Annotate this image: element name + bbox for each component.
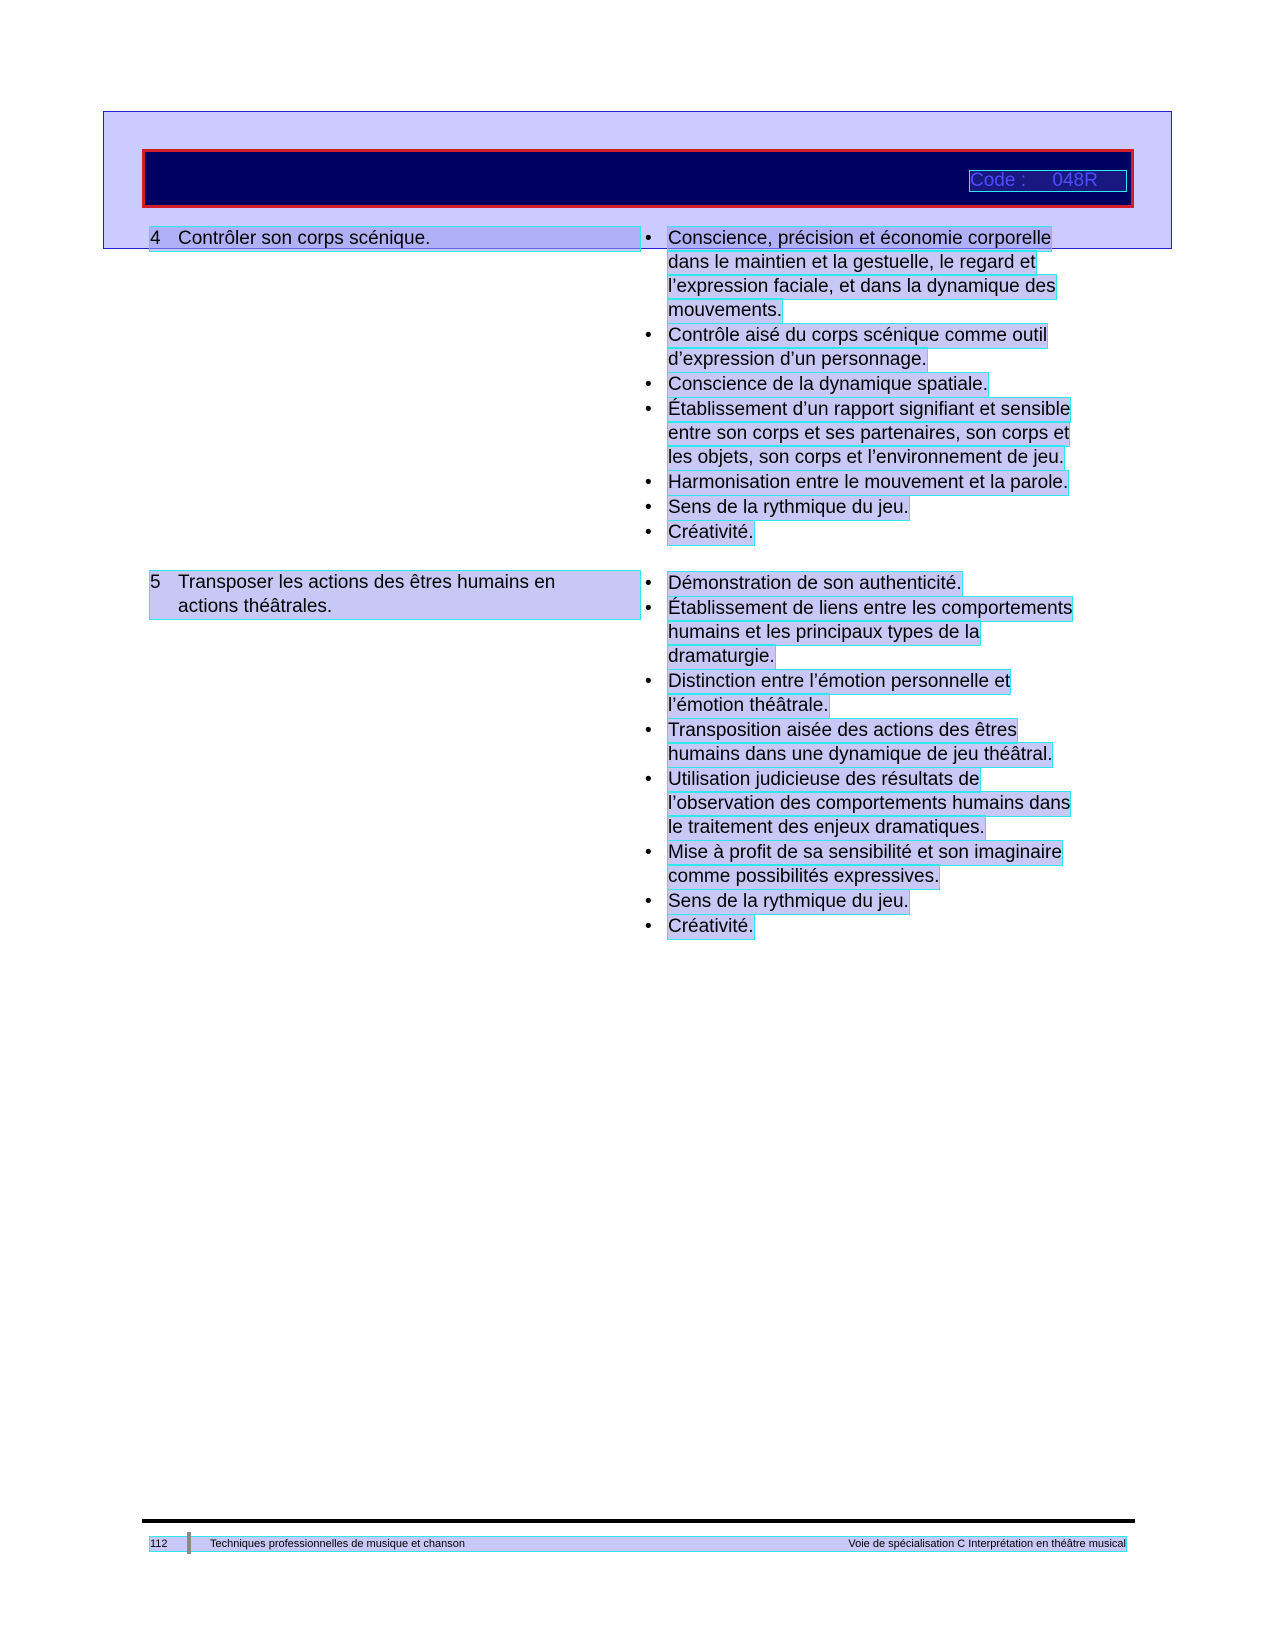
criterion-item bbox=[645, 324, 1115, 372]
criterion-item bbox=[645, 373, 1115, 397]
criteria-list bbox=[645, 227, 1115, 546]
criteria-list bbox=[645, 572, 1115, 940]
competency-statement-line: actions théâtrales. bbox=[178, 596, 333, 617]
bullet-icon: • bbox=[645, 573, 652, 594]
criterion-item bbox=[645, 227, 1115, 323]
criterion-item bbox=[645, 768, 1115, 840]
criterion-text-line: Utilisation judicieuse des résultats de bbox=[668, 769, 980, 790]
bullet-icon: • bbox=[645, 497, 652, 518]
competency-number: 4 bbox=[150, 228, 161, 249]
course-code-label: Code : 048R bbox=[970, 171, 1126, 191]
criterion-text-line: dans le maintien et la gestuelle, le regard et bbox=[668, 252, 1036, 273]
bullet-icon: • bbox=[645, 769, 652, 790]
footer-separator bbox=[187, 1532, 191, 1554]
criterion-item bbox=[645, 496, 1115, 520]
competency-4 bbox=[150, 227, 640, 251]
criterion-text-line: Contrôle aisé du corps scénique comme outil bbox=[668, 325, 1048, 346]
competency-5 bbox=[150, 571, 640, 619]
criterion-text-line: Établissement d’un rapport signifiant et sensible bbox=[668, 399, 1071, 420]
criterion-item bbox=[645, 915, 1115, 939]
bullet-icon: • bbox=[645, 842, 652, 863]
criterion-text-line: l’émotion théâtrale. bbox=[668, 695, 829, 716]
footer-program-title: Techniques professionnelles de musique et chanson bbox=[210, 1538, 465, 1550]
criterion-text-line: entre son corps et ses partenaires, son corps et bbox=[668, 423, 1070, 444]
criterion-item bbox=[645, 841, 1115, 889]
criterion-item bbox=[645, 670, 1115, 718]
criterion-item bbox=[645, 890, 1115, 914]
criterion-text-line: Créativité. bbox=[668, 522, 754, 543]
criterion-text-line: Établissement de liens entre les comportements bbox=[668, 598, 1073, 619]
footer-rule bbox=[142, 1519, 1135, 1523]
criterion-text-line: Démonstration de son authenticité. bbox=[668, 573, 962, 594]
criterion-text-line: les objets, son corps et l’environnement de jeu. bbox=[668, 447, 1065, 468]
criterion-item bbox=[645, 597, 1115, 669]
bullet-icon: • bbox=[645, 891, 652, 912]
criterion-text-line: Distinction entre l’émotion personnelle et bbox=[668, 671, 1011, 692]
criterion-text-line: Créativité. bbox=[668, 916, 754, 937]
page-footer bbox=[150, 1537, 1126, 1551]
criterion-text-line: Conscience de la dynamique spatiale. bbox=[668, 374, 989, 395]
bullet-icon: • bbox=[645, 916, 652, 937]
bullet-icon: • bbox=[645, 228, 652, 249]
criterion-text-line: mouvements. bbox=[668, 300, 783, 321]
criterion-text-line: Transposition aisée des actions des êtres bbox=[668, 720, 1017, 741]
bullet-icon: • bbox=[645, 522, 652, 543]
criterion-text-line: comme possibilités expressives. bbox=[668, 866, 940, 887]
criterion-text-line: d’expression d’un personnage. bbox=[668, 349, 927, 370]
bullet-icon: • bbox=[645, 671, 652, 692]
criterion-text-line: le traitement des enjeux dramatiques. bbox=[668, 817, 985, 838]
criterion-text-line: humains et les principaux types de la bbox=[668, 622, 980, 643]
criterion-item bbox=[645, 521, 1115, 545]
bullet-icon: • bbox=[645, 720, 652, 741]
criterion-item bbox=[645, 719, 1115, 767]
criterion-text-line: l’expression faciale, et dans la dynamique des bbox=[668, 276, 1056, 297]
criterion-text-line: Sens de la rythmique du jeu. bbox=[668, 497, 909, 518]
criterion-item bbox=[645, 398, 1115, 470]
bullet-icon: • bbox=[645, 374, 652, 395]
criterion-text-line: dramaturgie. bbox=[668, 646, 775, 667]
criterion-item bbox=[645, 471, 1115, 495]
criterion-text-line: humains dans une dynamique de jeu théâtral. bbox=[668, 744, 1053, 765]
page-number: 112 bbox=[150, 1538, 168, 1550]
bullet-icon: • bbox=[645, 472, 652, 493]
bullet-icon: • bbox=[645, 399, 652, 420]
bullet-icon: • bbox=[645, 598, 652, 619]
criterion-text-line: l’observation des comportements humains dans bbox=[668, 793, 1071, 814]
competency-statement-line: Transposer les actions des êtres humains en bbox=[178, 572, 556, 593]
footer-specialization: Voie de spécialisation C Interprétation en théâtre musical bbox=[848, 1538, 1126, 1550]
bullet-icon: • bbox=[645, 325, 652, 346]
criterion-text-line: Sens de la rythmique du jeu. bbox=[668, 891, 909, 912]
criterion-text-line: Mise à profit de sa sensibilité et son imaginaire bbox=[668, 842, 1062, 863]
criterion-item bbox=[645, 572, 1115, 596]
competency-number: 5 bbox=[150, 572, 161, 593]
criterion-text-line: Harmonisation entre le mouvement et la parole. bbox=[668, 472, 1069, 493]
criterion-text-line: Conscience, précision et économie corporelle bbox=[668, 228, 1052, 249]
competency-statement: Contrôler son corps scénique. bbox=[178, 228, 431, 249]
